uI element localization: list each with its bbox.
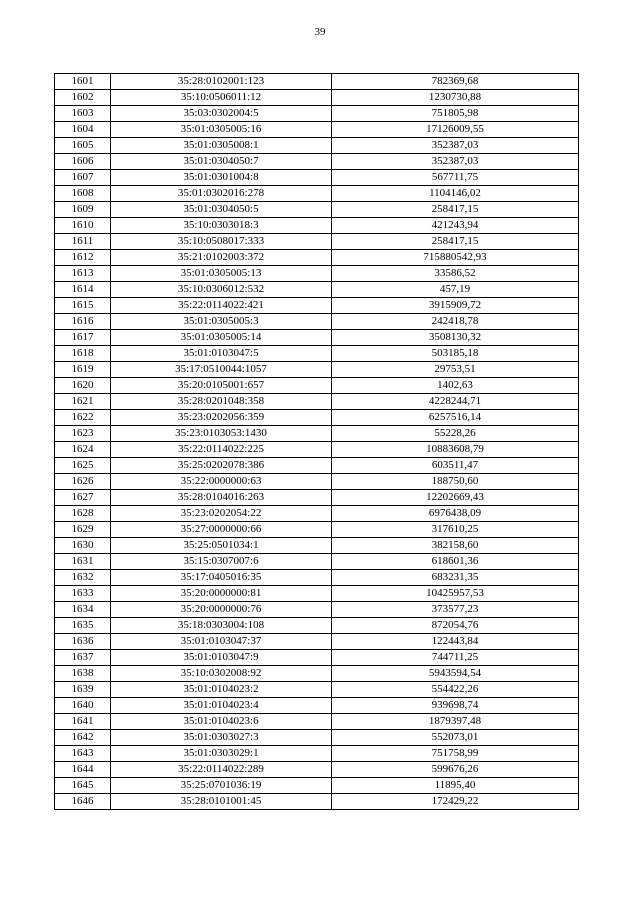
cadastral-number-cell: 35:01:0301004:8	[111, 170, 332, 186]
row-number-cell: 1623	[55, 426, 111, 442]
table-row	[55, 250, 579, 266]
table-row	[55, 138, 579, 154]
cadastral-number-cell: 35:10:0506011:12	[111, 90, 332, 106]
table-row	[55, 266, 579, 282]
cadastral-number-cell: 35:21:0102003:372	[111, 250, 332, 266]
value-cell: 352387,03	[332, 154, 579, 170]
cadastral-number-cell: 35:28:0201048:358	[111, 394, 332, 410]
row-number-cell: 1630	[55, 538, 111, 554]
table-row	[55, 538, 579, 554]
row-number-cell: 1641	[55, 714, 111, 730]
table-row	[55, 378, 579, 394]
cadastral-number-cell: 35:23:0202054:22	[111, 506, 332, 522]
row-number-cell: 1640	[55, 698, 111, 714]
value-cell: 373577,23	[332, 602, 579, 618]
cadastral-number-cell: 35:20:0000000:76	[111, 602, 332, 618]
table-row	[55, 394, 579, 410]
table-row	[55, 650, 579, 666]
value-cell: 6257516,14	[332, 410, 579, 426]
value-cell: 939698,74	[332, 698, 579, 714]
cadastral-number-cell: 35:10:0508017:333	[111, 234, 332, 250]
row-number-cell: 1602	[55, 90, 111, 106]
value-cell: 122443,84	[332, 634, 579, 650]
cadastral-number-cell: 35:03:0302004:5	[111, 106, 332, 122]
row-number-cell: 1637	[55, 650, 111, 666]
row-number-cell: 1606	[55, 154, 111, 170]
cadastral-number-cell: 35:25:0202078:386	[111, 458, 332, 474]
row-number-cell: 1625	[55, 458, 111, 474]
cadastral-number-cell: 35:01:0303029:1	[111, 746, 332, 762]
value-cell: 188750,60	[332, 474, 579, 490]
table-row	[55, 298, 579, 314]
value-cell: 782369,68	[332, 74, 579, 90]
value-cell: 258417,15	[332, 202, 579, 218]
table-row	[55, 554, 579, 570]
row-number-cell: 1617	[55, 330, 111, 346]
cadastral-number-cell: 35:01:0103047:9	[111, 650, 332, 666]
table-row	[55, 698, 579, 714]
value-cell: 1230730,88	[332, 90, 579, 106]
cadastral-number-cell: 35:22:0114022:421	[111, 298, 332, 314]
value-cell: 1104146,02	[332, 186, 579, 202]
table-row	[55, 682, 579, 698]
row-number-cell: 1620	[55, 378, 111, 394]
value-cell: 683231,35	[332, 570, 579, 586]
value-cell: 317610,25	[332, 522, 579, 538]
cadastral-number-cell: 35:25:0701036:19	[111, 778, 332, 794]
table-row	[55, 746, 579, 762]
cadastral-number-cell: 35:10:0302008:92	[111, 666, 332, 682]
row-number-cell: 1627	[55, 490, 111, 506]
table-row	[55, 282, 579, 298]
value-cell: 751758,99	[332, 746, 579, 762]
table-row	[55, 186, 579, 202]
value-cell: 12202669,43	[332, 490, 579, 506]
table-row	[55, 314, 579, 330]
value-cell: 603511,47	[332, 458, 579, 474]
cadastral-number-cell: 35:18:0303004:108	[111, 618, 332, 634]
cadastral-number-cell: 35:17:0510044:1057	[111, 362, 332, 378]
row-number-cell: 1605	[55, 138, 111, 154]
value-cell: 6976438,09	[332, 506, 579, 522]
row-number-cell: 1636	[55, 634, 111, 650]
value-cell: 599676,26	[332, 762, 579, 778]
cadastral-number-cell: 35:01:0304050:7	[111, 154, 332, 170]
row-number-cell: 1603	[55, 106, 111, 122]
table-row	[55, 410, 579, 426]
cadastral-number-cell: 35:01:0304050:5	[111, 202, 332, 218]
row-number-cell: 1609	[55, 202, 111, 218]
cadastral-number-cell: 35:10:0303018:3	[111, 218, 332, 234]
cadastral-number-cell: 35:01:0104023:6	[111, 714, 332, 730]
value-cell: 33586,52	[332, 266, 579, 282]
row-number-cell: 1614	[55, 282, 111, 298]
table-row	[55, 122, 579, 138]
value-cell: 421243,94	[332, 218, 579, 234]
row-number-cell: 1616	[55, 314, 111, 330]
table-row	[55, 586, 579, 602]
row-number-cell: 1626	[55, 474, 111, 490]
row-number-cell: 1610	[55, 218, 111, 234]
value-cell: 751805,98	[332, 106, 579, 122]
cadastral-number-cell: 35:01:0302016:278	[111, 186, 332, 202]
cadastral-number-cell: 35:22:0114022:289	[111, 762, 332, 778]
table-row	[55, 506, 579, 522]
cadastral-number-cell: 35:28:0104016:263	[111, 490, 332, 506]
row-number-cell: 1608	[55, 186, 111, 202]
row-number-cell: 1604	[55, 122, 111, 138]
table-body	[55, 74, 579, 810]
row-number-cell: 1646	[55, 794, 111, 810]
row-number-cell: 1611	[55, 234, 111, 250]
table-row	[55, 570, 579, 586]
cadastral-number-cell: 35:22:0000000:63	[111, 474, 332, 490]
row-number-cell: 1607	[55, 170, 111, 186]
cadastral-number-cell: 35:01:0305005:16	[111, 122, 332, 138]
row-number-cell: 1644	[55, 762, 111, 778]
value-cell: 10425957,53	[332, 586, 579, 602]
cadastral-number-cell: 35:15:0307007:6	[111, 554, 332, 570]
cadastral-number-cell: 35:22:0114022:225	[111, 442, 332, 458]
table-row	[55, 794, 579, 810]
row-number-cell: 1621	[55, 394, 111, 410]
value-cell: 503185,18	[332, 346, 579, 362]
value-cell: 618601,36	[332, 554, 579, 570]
cadastral-number-cell: 35:28:0102001:123	[111, 74, 332, 90]
table-row	[55, 346, 579, 362]
row-number-cell: 1615	[55, 298, 111, 314]
table-row	[55, 202, 579, 218]
table-row	[55, 490, 579, 506]
value-cell: 872054,76	[332, 618, 579, 634]
row-number-cell: 1639	[55, 682, 111, 698]
table-row	[55, 778, 579, 794]
data-table	[54, 73, 579, 810]
value-cell: 11895,40	[332, 778, 579, 794]
row-number-cell: 1622	[55, 410, 111, 426]
table-row	[55, 426, 579, 442]
table-row	[55, 634, 579, 650]
table-row	[55, 602, 579, 618]
value-cell: 1402,63	[332, 378, 579, 394]
table-row	[55, 106, 579, 122]
table-row	[55, 666, 579, 682]
value-cell: 744711,25	[332, 650, 579, 666]
row-number-cell: 1612	[55, 250, 111, 266]
table-row	[55, 218, 579, 234]
cadastral-number-cell: 35:01:0104023:4	[111, 698, 332, 714]
value-cell: 242418,78	[332, 314, 579, 330]
value-cell: 715880542,93	[332, 250, 579, 266]
table-row	[55, 234, 579, 250]
table-row	[55, 522, 579, 538]
value-cell: 17126009,55	[332, 122, 579, 138]
cadastral-number-cell: 35:01:0103047:37	[111, 634, 332, 650]
value-cell: 258417,15	[332, 234, 579, 250]
value-cell: 567711,75	[332, 170, 579, 186]
table-row	[55, 362, 579, 378]
cadastral-number-cell: 35:01:0305005:3	[111, 314, 332, 330]
value-cell: 172429,22	[332, 794, 579, 810]
cadastral-number-cell: 35:01:0303027:3	[111, 730, 332, 746]
table-row	[55, 714, 579, 730]
value-cell: 382158,60	[332, 538, 579, 554]
cadastral-number-cell: 35:01:0305005:14	[111, 330, 332, 346]
value-cell: 4228244,71	[332, 394, 579, 410]
row-number-cell: 1643	[55, 746, 111, 762]
table-row	[55, 762, 579, 778]
row-number-cell: 1629	[55, 522, 111, 538]
table-row	[55, 330, 579, 346]
value-cell: 552073,01	[332, 730, 579, 746]
page-number: 39	[314, 26, 326, 38]
cadastral-number-cell: 35:01:0305008:1	[111, 138, 332, 154]
row-number-cell: 1619	[55, 362, 111, 378]
row-number-cell: 1633	[55, 586, 111, 602]
cadastral-number-cell: 35:01:0103047:5	[111, 346, 332, 362]
table-row	[55, 74, 579, 90]
row-number-cell: 1624	[55, 442, 111, 458]
table-row	[55, 170, 579, 186]
row-number-cell: 1628	[55, 506, 111, 522]
table-row	[55, 618, 579, 634]
value-cell: 3508130,32	[332, 330, 579, 346]
cadastral-number-cell: 35:01:0305005:13	[111, 266, 332, 282]
cadastral-number-cell: 35:25:0501034:1	[111, 538, 332, 554]
cadastral-number-cell: 35:27:0000000:66	[111, 522, 332, 538]
row-number-cell: 1631	[55, 554, 111, 570]
table-row	[55, 154, 579, 170]
table-row	[55, 442, 579, 458]
row-number-cell: 1638	[55, 666, 111, 682]
cadastral-number-cell: 35:23:0103053:1430	[111, 426, 332, 442]
row-number-cell: 1635	[55, 618, 111, 634]
cadastral-number-cell: 35:23:0202056:359	[111, 410, 332, 426]
cadastral-number-cell: 35:20:0000000:81	[111, 586, 332, 602]
value-cell: 10883608,79	[332, 442, 579, 458]
cadastral-number-cell: 35:10:0306012:532	[111, 282, 332, 298]
cadastral-number-cell: 35:01:0104023:2	[111, 682, 332, 698]
row-number-cell: 1634	[55, 602, 111, 618]
value-cell: 554422,26	[332, 682, 579, 698]
row-number-cell: 1613	[55, 266, 111, 282]
value-cell: 3915909,72	[332, 298, 579, 314]
row-number-cell: 1618	[55, 346, 111, 362]
row-number-cell: 1645	[55, 778, 111, 794]
table-row	[55, 90, 579, 106]
value-cell: 55228,26	[332, 426, 579, 442]
row-number-cell: 1632	[55, 570, 111, 586]
table-row	[55, 474, 579, 490]
table-row	[55, 458, 579, 474]
row-number-cell: 1601	[55, 74, 111, 90]
table-row	[55, 730, 579, 746]
cadastral-number-cell: 35:17:0405016:35	[111, 570, 332, 586]
row-number-cell: 1642	[55, 730, 111, 746]
cadastral-number-cell: 35:20:0105001:657	[111, 378, 332, 394]
value-cell: 1879397,48	[332, 714, 579, 730]
value-cell: 5943594,54	[332, 666, 579, 682]
value-cell: 457,19	[332, 282, 579, 298]
value-cell: 29753,51	[332, 362, 579, 378]
cadastral-number-cell: 35:28:0101001:45	[111, 794, 332, 810]
value-cell: 352387,03	[332, 138, 579, 154]
